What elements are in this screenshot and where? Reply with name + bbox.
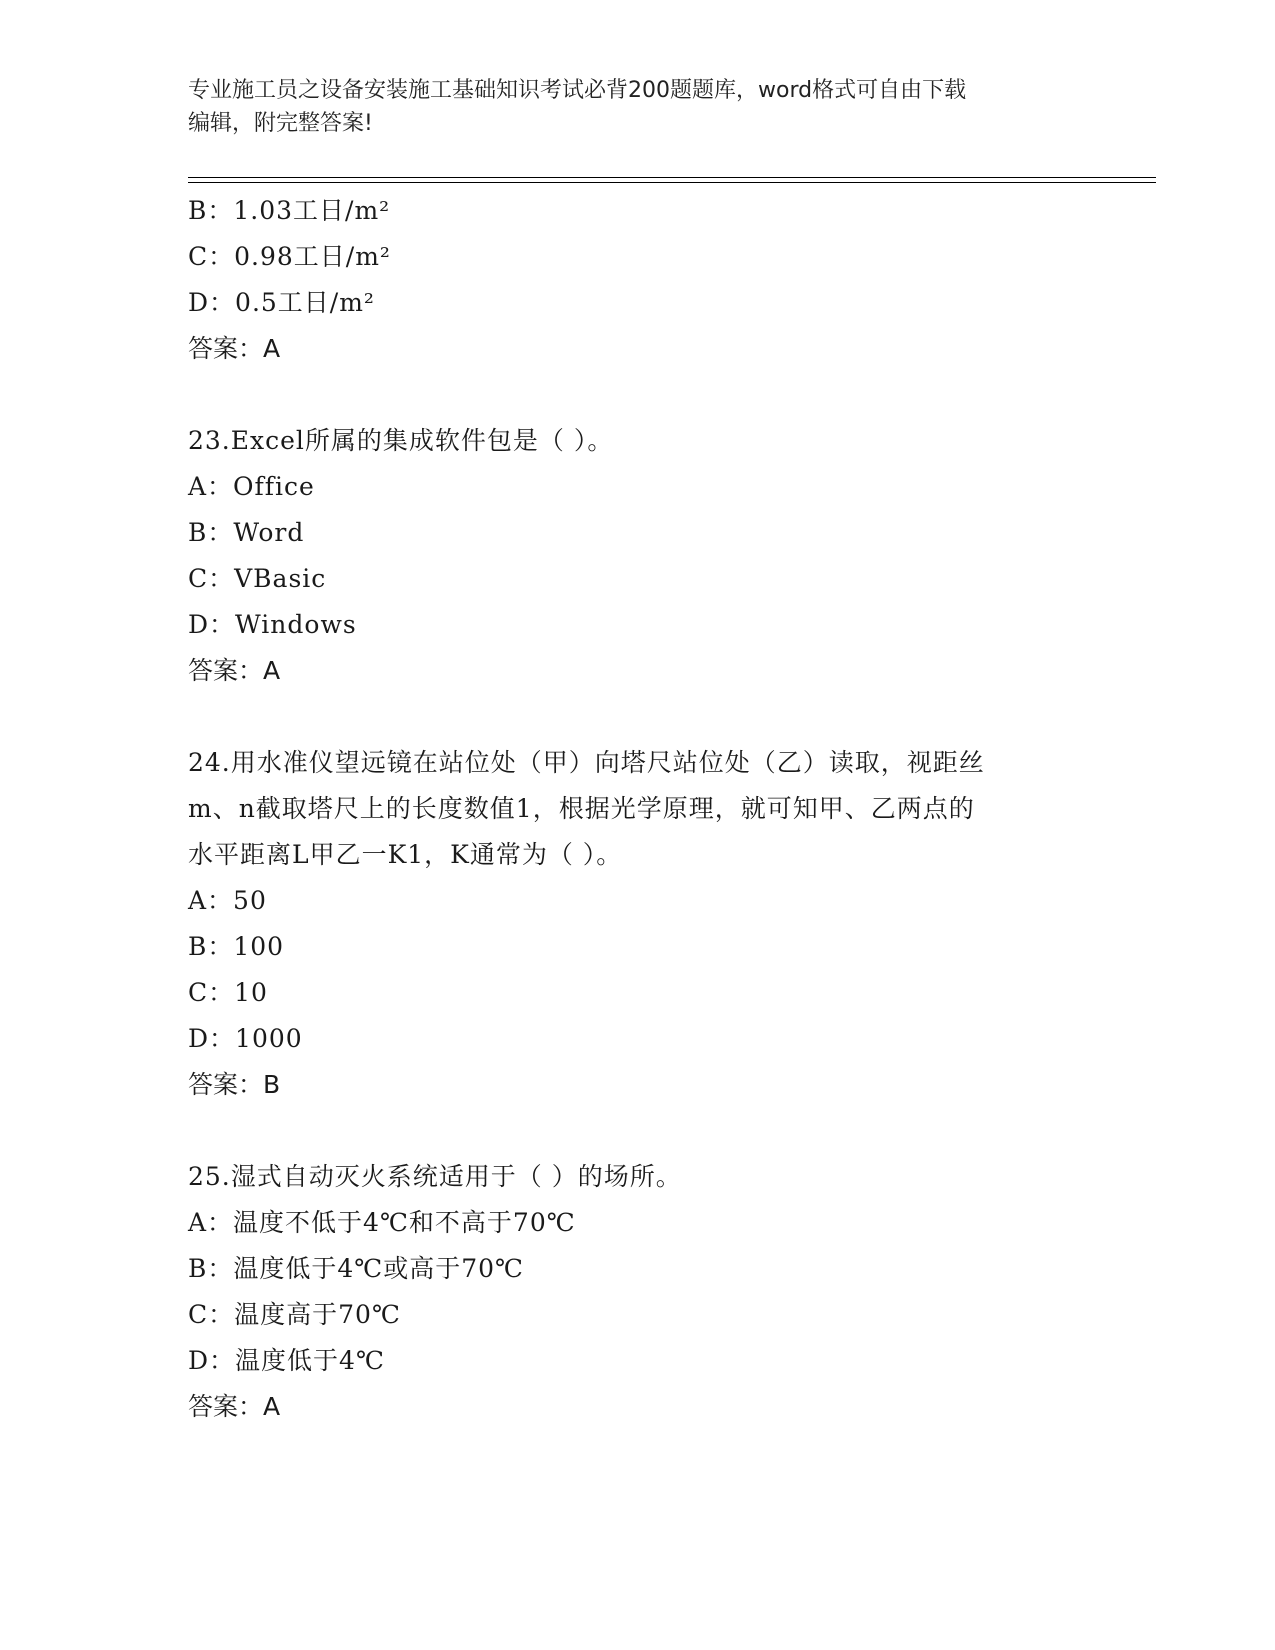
option-b: B：1.03工日/m² <box>188 196 391 225</box>
answer-label: 答案：B <box>188 1070 281 1099</box>
option-b: B：100 <box>188 932 285 961</box>
header-divider-bottom <box>188 182 1156 183</box>
option-a: A：50 <box>188 886 267 915</box>
spacer <box>188 372 1088 418</box>
spacer <box>188 1108 1088 1154</box>
option-d: D：温度低于4℃ <box>188 1346 385 1375</box>
option-c: C：温度高于70℃ <box>188 1300 401 1329</box>
question-stem-line-2: m、n截取塔尺上的长度数值1，根据光学原理，就可知甲、乙两点的 <box>188 794 975 823</box>
header-line-1: 专业施工员之设备安装施工基础知识考试必背200题题库，word格式可自由下载 <box>188 78 967 103</box>
option-d: D：0.5工日/m² <box>188 288 375 317</box>
question-list <box>188 188 1088 1430</box>
spacer <box>188 694 1088 740</box>
answer-label: 答案：A <box>188 656 281 685</box>
header-divider-top <box>188 177 1156 178</box>
option-a: A：Office <box>188 472 315 501</box>
option-d: D：Windows <box>188 610 357 639</box>
question-23 <box>188 418 1088 694</box>
question-25 <box>188 1154 1088 1430</box>
option-d: D：1000 <box>188 1024 303 1053</box>
question-stem-line-3: 水平距离L甲乙一K1，K通常为（ ）。 <box>188 840 623 869</box>
page-header <box>188 74 1068 140</box>
option-c: C：0.98工日/m² <box>188 242 391 271</box>
question-22-tail <box>188 188 1088 372</box>
question-stem: 25.湿式自动灭火系统适用于（ ）的场所。 <box>188 1162 682 1191</box>
question-stem-line-1: 24.用水准仪望远镜在站位处（甲）向塔尺站位处（乙）读取，视距丝 <box>188 748 985 777</box>
option-b: B：Word <box>188 518 305 547</box>
question-stem: 23.Excel所属的集成软件包是（ ）。 <box>188 426 614 455</box>
question-24 <box>188 740 1088 1108</box>
option-c: C：VBasic <box>188 564 327 593</box>
header-line-2: 编辑，附完整答案! <box>188 111 373 136</box>
answer-label: 答案：A <box>188 1392 281 1421</box>
option-a: A：温度不低于4℃和不高于70℃ <box>188 1208 576 1237</box>
option-b: B：温度低于4℃或高于70℃ <box>188 1254 525 1283</box>
option-c: C：10 <box>188 978 268 1007</box>
answer-label: 答案：A <box>188 334 281 363</box>
